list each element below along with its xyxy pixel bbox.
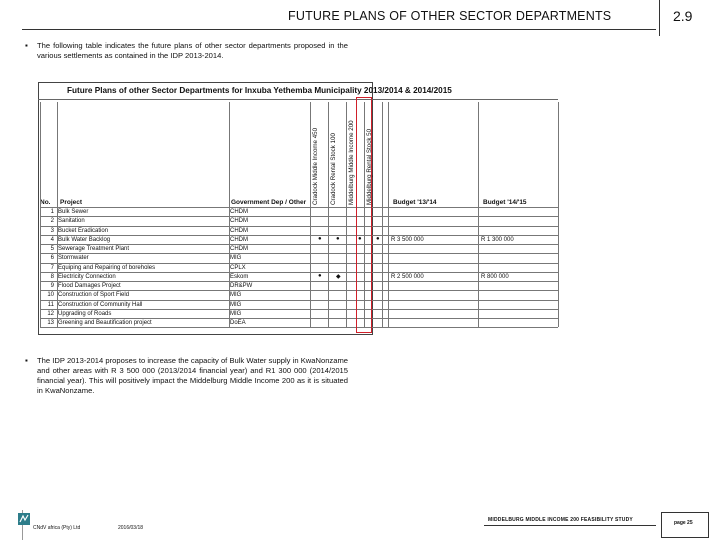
table-cell-project: Construction of Sport Field	[58, 292, 130, 299]
table-cell-department: DR&PW	[230, 283, 253, 289]
table-row-line	[40, 309, 558, 310]
table-cell-department: MIG	[230, 292, 242, 299]
highlight-column-box	[356, 97, 372, 333]
table-cell-project: Electricity Connection	[58, 273, 116, 280]
table-cell-no: 5	[50, 246, 54, 252]
table-cell-budget-2014: R 1 300 000	[481, 236, 514, 243]
table-cell-project: Bucket Eradication	[58, 227, 109, 234]
column-header-budget-2013: Budget '13/'14	[393, 199, 437, 206]
table-row-line	[40, 253, 558, 254]
table-cell-no: 3	[50, 227, 54, 234]
table-cell-department: CHDM	[230, 236, 248, 243]
table-cell-no: 12	[47, 310, 54, 317]
company-name: CNdV africa (Pty) Ltd	[33, 525, 81, 531]
table-cell-department: CHDM	[230, 209, 248, 215]
column-header-no: No.	[40, 199, 51, 206]
company-logo-icon	[18, 513, 30, 525]
table-row-line	[40, 327, 558, 328]
settlement-header: Middelburg Middle Income 200	[348, 120, 355, 205]
table-cell-no: 4	[50, 236, 54, 243]
intro-bullet	[25, 41, 348, 61]
table-cell-department: MIG	[230, 255, 242, 262]
document-date: 2016/03/18	[118, 525, 144, 531]
table-cell-project: Stormwater	[58, 255, 89, 262]
column-header-department: Government Dep / Other	[231, 199, 307, 206]
table-cell-project: Construction of Community Hall	[58, 301, 143, 308]
table-cell-no: 11	[47, 301, 54, 308]
table-cell-no: 13	[47, 320, 54, 326]
table-cell-project: Equiping and Repairing of boreholes	[58, 264, 156, 271]
table-title-underline	[38, 99, 558, 100]
table-cell-department: CHDM	[230, 218, 248, 225]
intro-bullet-text: The following table indicates the future plans of other sector departments proposed in the various settlements as contained in the IDP 2013-2014.	[37, 41, 348, 60]
table-cell-budget-2013: R 2 500 000	[391, 273, 424, 280]
capacity-bullet	[25, 356, 348, 396]
table-column-line	[478, 102, 479, 327]
table-cell-no: 1	[50, 209, 54, 215]
table-cell-department: Eskom	[230, 273, 249, 280]
table-cell-budget-2013: R 3 500 000	[391, 236, 424, 243]
column-header-project: Project	[60, 199, 83, 206]
table-cell-department: MIG	[230, 301, 242, 308]
table-cell-project: Bulk Water Backlog	[58, 236, 111, 243]
table-cell-project: Sanitation	[58, 218, 85, 225]
table-cell-budget-2014: R 800 000	[481, 273, 509, 280]
table-column-line	[388, 102, 389, 327]
bullet-icon: ▪	[25, 41, 28, 50]
header-divider	[22, 29, 656, 30]
column-header-budget-2014: Budget '14/'15	[483, 199, 527, 206]
table-cell-no: 8	[50, 273, 54, 280]
footer-divider	[484, 525, 656, 526]
capacity-bullet-text: The IDP 2013-2014 proposes to increase the capacity of Bulk Water supply in KwaNonzame and other areas with R 3 500 000 (2013/2014 financial year) and R1 300 000 (2014/2015 financial year). This will positively impact the Middelburg Middle Income 200 as it is situated in KwaNonzame.	[37, 356, 348, 395]
settlement-mark: ●	[318, 235, 322, 242]
page-header-title: FUTURE PLANS OF OTHER SECTOR DEPARTMENTS	[288, 9, 612, 23]
table-column-line	[558, 102, 559, 327]
table-row-line	[40, 226, 558, 227]
bullet-icon: ▪	[25, 356, 28, 365]
table-cell-no: 7	[50, 264, 54, 271]
table-cell-project: Bulk Sewer	[58, 209, 89, 215]
table-cell-department: MIG	[230, 310, 242, 317]
settlement-header: Middelburg Rental Stock 50	[366, 128, 373, 205]
table-cell-no: 6	[50, 255, 54, 262]
settlement-header: Cradock Middle Income 450	[312, 127, 319, 205]
table-cell-department: CHDM	[230, 227, 248, 234]
table-cell-project: Sewerage Treatment Plant	[58, 246, 130, 252]
table-cell-department: CHDM	[230, 246, 248, 252]
table-column-line	[328, 102, 329, 327]
section-number: 2.9	[673, 8, 693, 24]
table-header-line	[40, 207, 558, 208]
settlement-header: Cradock Rental Stock 100	[330, 133, 337, 205]
page-number: page 25	[674, 520, 693, 526]
settlement-mark: ●	[376, 235, 380, 242]
table-cell-no: 9	[50, 283, 54, 289]
table-cell-project: Upgrading of Roads	[58, 310, 112, 317]
settlement-mark: ●	[318, 272, 322, 279]
table-column-line	[382, 102, 383, 327]
settlement-mark: ●	[358, 235, 362, 242]
table-row-line	[40, 216, 558, 217]
table-cell-project: Greening and Beautification project	[58, 320, 152, 326]
table-cell-no: 2	[50, 218, 54, 225]
table-title: Future Plans of other Sector Departments for Inxuba Yethemba Municipality 2013/2014 & 2014/2015	[67, 86, 452, 95]
table-column-line	[346, 102, 347, 327]
table-cell-department: DoEA	[230, 320, 246, 326]
settlement-mark: ●	[336, 235, 340, 242]
header-vertical-divider	[659, 0, 660, 36]
table-cell-project: Flood Damages Project	[58, 283, 121, 289]
table-column-line	[310, 102, 311, 327]
table-cell-no: 10	[47, 292, 54, 299]
study-title: MIDDELBURG MIDDLE INCOME 200 FEASIBILITY STUDY	[488, 517, 633, 523]
table-cell-department: CPLX	[230, 264, 246, 271]
settlement-mark: ◆	[336, 273, 341, 280]
